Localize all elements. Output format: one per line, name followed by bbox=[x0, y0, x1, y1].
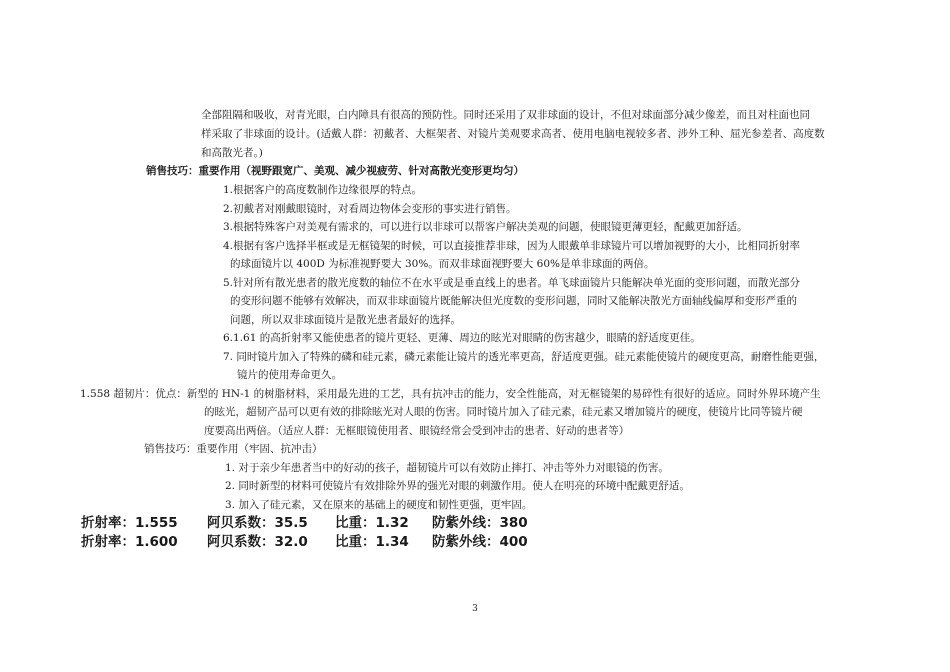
sales1-item-4: 4.根据有客户选择半框或是无框镜架的时候，可以直接推荐非球，因为人眼戴单非球镜片可以增加视野的大小，比相同折射率 bbox=[223, 240, 801, 252]
sales1-item-5: 5.针对所有散光患者的散光度数的轴位不在水平或是垂直线上的患者。单飞球面镜片只能解决单光面的变形问题，而散光部分 bbox=[223, 277, 801, 289]
product-line-2: 的眩光，超韧产品可以更有效的排除眩光对人眼的伤害。同时镜片加入了硅元素，硅元素又增加镜片的硬度，使镜片比同等镜片硬 bbox=[204, 406, 803, 418]
intro-line-2: 样采取了非球面的设计。(适戴人群：初戴者、大框架者、对镜片美观要求高者、使用电脑电视较多者、涉外工种、屈光参差者、高度数 bbox=[201, 128, 825, 140]
sales1-item-5-cont-1: 的变形问题不能够有效解决，而双非球面镜片既能解决但光度数的变形问题，同时又能解决散光方面轴线偏厚和变形严重的 bbox=[230, 295, 797, 307]
product-line-3: 度要高出两倍。（适应人群：无框眼镜使用者、眼镜经常会受到冲击的患者、好动的患者等） bbox=[204, 425, 630, 437]
product-line-1: 1.558 超韧片：优点：新型的 HN-1 的树脂材料，采用最先进的工艺，具有抗冲击的能力，安全性能高，对无框镜架的易碎性有很好的适应。同时外界环境产生 bbox=[80, 388, 821, 400]
page-number: 3 bbox=[472, 604, 478, 614]
intro-line-3: 和高散光者。) bbox=[201, 147, 263, 159]
spec-uv-1: 防紫外线：380 bbox=[432, 515, 528, 531]
spec-abbe-1: 阿贝系数：35.5 bbox=[207, 515, 308, 531]
intro-line-1: 全部阻隔和吸收，对青光眼，白内障具有很高的预防性。同时还采用了双非球面的设计，不但对球面部分减少像差，而且对柱面也同 bbox=[201, 109, 810, 121]
sales-heading-1: 销售技巧：重要作用（视野跟宽广、美观、减少视疲劳、针对高散光变形更均匀） bbox=[146, 165, 524, 177]
sales2-item-2: 2. 同时新型的材料可使镜片有效排除外界的强光对眼的刺激作用。使人在明亮的环境中配戴更舒适。 bbox=[225, 480, 690, 492]
sales2-item-1: 1. 对于亲少年患者当中的好动的孩子，超韧镜片可以有效防止摔打、冲击等外力对眼镜的伤害。 bbox=[225, 462, 669, 474]
sales1-item-3: 3.根据特殊客户对美观有需求的，可以进行以非球可以帮客户解决美观的问题，使眼镜更薄更轻，配戴更加舒适。 bbox=[223, 221, 748, 233]
sales2-item-3: 3. 加入了硅元素，又在原来的基础上的硬度和韧性更强，更牢固。 bbox=[225, 499, 533, 511]
sales1-item-7-cont: 镜片的使用寿命更久。 bbox=[237, 369, 342, 381]
sales1-item-7: 7. 同时镜片加入了特殊的磷和硅元素，磷元素能让镜片的透光率更高，舒适度更强。硅元素能使镜片的硬度更高，耐磨性能更强， bbox=[223, 351, 825, 363]
spec-abbe-2: 阿贝系数：32.0 bbox=[207, 534, 308, 550]
spec-refraction-1: 折射率：1.555 bbox=[81, 515, 178, 531]
sales1-item-5-cont-2: 问题，所以双非球面镜片是散光患者最好的选择。 bbox=[230, 314, 461, 326]
sales-heading-2: 销售技巧：重要作用（牢固、抗冲击） bbox=[144, 443, 323, 455]
sales1-item-1: 1.根据客户的高度数制作边缘很厚的特点。 bbox=[223, 184, 423, 196]
sales1-item-2: 2.初戴者对刚戴眼镜时，对看周边物体会变形的事实进行销售。 bbox=[223, 203, 517, 215]
spec-uv-2: 防紫外线：400 bbox=[432, 534, 528, 550]
sales1-item-4-cont: 的球面镜片以 400D 为标准视野要大 30%。而双非球面视野要大 60%是单非球面的两倍。 bbox=[230, 258, 655, 270]
sales1-item-6: 6.1.61 的高折射率又能使患者的镜片更轻、更薄、周边的眩光对眼睛的伤害越少，眼睛的舒适度更佳。 bbox=[223, 332, 701, 344]
spec-refraction-2: 折射率：1.600 bbox=[81, 534, 178, 550]
spec-gravity-1: 比重：1.32 bbox=[335, 515, 409, 531]
spec-gravity-2: 比重：1.34 bbox=[335, 534, 409, 550]
